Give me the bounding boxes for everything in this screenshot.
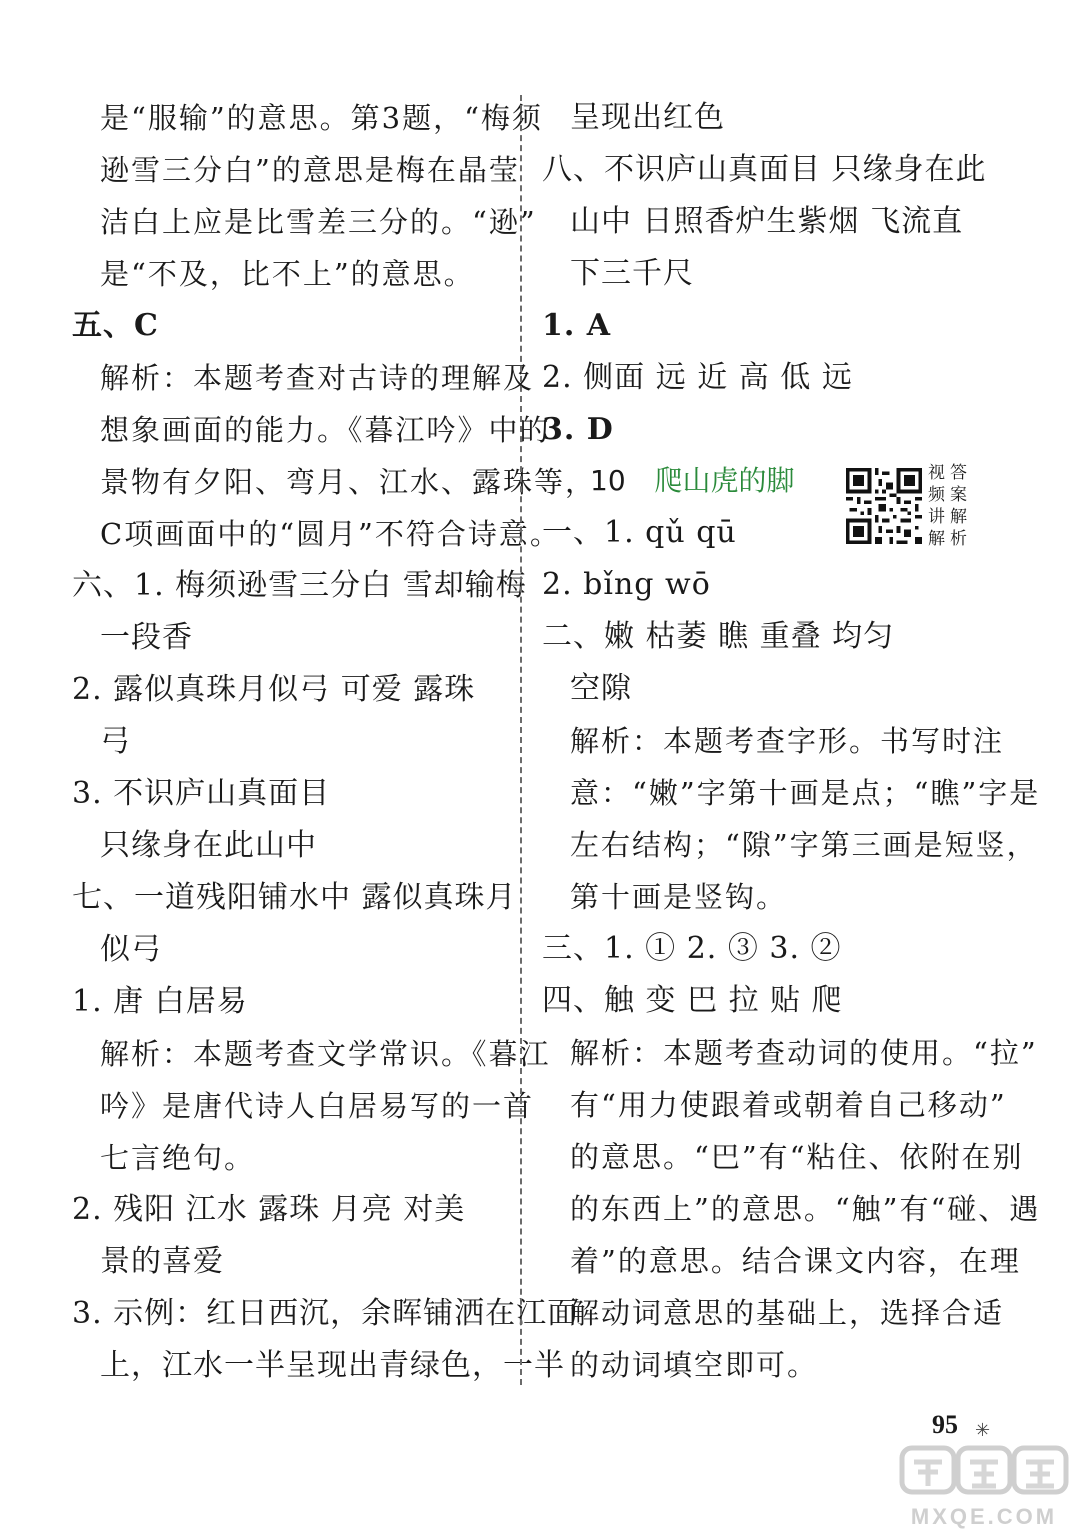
text-line: 是“服输”的意思。第3题，“梅须 xyxy=(100,101,543,135)
text-line: 3. D xyxy=(542,412,614,447)
text-line: 七、一道残阳铺水中 露似真珠月 xyxy=(72,880,517,915)
text-line: 2. bǐng wō xyxy=(542,567,711,602)
text-line: 三、1. ① 2. ③ 3. ② xyxy=(542,931,842,966)
qr-caption-row xyxy=(928,528,974,550)
qr-caption-char: 频 xyxy=(928,485,947,505)
text-line: 的东西上”的意思。“触”有“碰、遇 xyxy=(570,1192,1041,1226)
text-line: 解析：本题考查字形。书写时注 xyxy=(570,724,1005,758)
column-divider xyxy=(520,95,522,1385)
text-line: 2. 侧面 远 近 高 低 远 xyxy=(542,360,853,395)
page-number: 95 xyxy=(932,1410,958,1439)
text-line: 八、不识庐山真面目 只缘身在此 xyxy=(542,152,987,187)
qr-code-icon[interactable] xyxy=(846,468,922,544)
text-line: 是“不及，比不上”的意思。 xyxy=(100,257,475,291)
text-line: 2. 露似真珠月似弓 可爱 露珠 xyxy=(72,672,476,707)
text-line: 景物有夕阳、弯月、江水、露珠等， xyxy=(100,465,597,499)
text-line: 意：“嫩”字第十画是点；“瞧”字是 xyxy=(570,776,1041,810)
text-line: 七言绝句。 xyxy=(100,1141,256,1175)
text-line: C项画面中的“圆月”不符合诗意。 xyxy=(100,517,561,551)
text-line: 五、C xyxy=(72,308,159,343)
text-line: 解析：本题考查文学常识。《暮江 xyxy=(100,1037,551,1071)
text-line: 空隙 xyxy=(570,671,632,706)
text-line: 四、触 变 巴 拉 贴 爬 xyxy=(542,983,843,1018)
text-line: 解动词意思的基础上，选择合适 xyxy=(570,1296,1005,1330)
qr-caption-char: 解 xyxy=(950,507,969,527)
text-line: 的意思。“巴”有“粘住、依附在别 xyxy=(570,1140,1024,1174)
text-line: 2. 残阳 江水 露珠 月亮 对美 xyxy=(72,1192,466,1227)
text-line: 二、嫩 枯萎 瞧 重叠 均匀 xyxy=(542,619,895,654)
text-line: 洁白上应是比雪差三分的。“逊” xyxy=(100,205,537,239)
qr-caption-row xyxy=(928,462,974,484)
lesson-heading xyxy=(590,455,795,507)
text-line: 呈现出红色 xyxy=(570,100,725,135)
text-line: 六、1. 梅须逊雪三分白 雪却输梅 xyxy=(72,568,527,603)
text-line: 一段香 xyxy=(100,620,193,655)
qr-caption-char: 视 xyxy=(928,463,947,483)
lesson-number: 10 xyxy=(590,464,626,497)
text-line: 下三千尺 xyxy=(570,256,694,291)
watermark-text: MXQE.COM xyxy=(910,1504,1058,1529)
text-line: 似弓 xyxy=(100,932,162,967)
text-line: 的动词填空即可。 xyxy=(570,1348,819,1382)
text-line: 有“用力使跟着或朝着自己移动” xyxy=(570,1088,1007,1122)
text-line: 3. 示例：红日西沉，余晖铺洒在江面 xyxy=(72,1296,579,1331)
watermark-logo xyxy=(896,1440,1072,1532)
text-line: 景的喜爱 xyxy=(100,1244,224,1279)
text-line: 一、1. qǔ qū xyxy=(542,515,737,550)
lesson-title: 爬山虎的脚 xyxy=(654,464,795,497)
qr-caption-char: 析 xyxy=(950,529,969,549)
qr-caption-char: 答 xyxy=(950,463,969,483)
text-line: 解析：本题考查动词的使用。“拉” xyxy=(570,1036,1038,1070)
text-line: 解析：本题考查对古诗的理解及 xyxy=(100,361,535,395)
qr-caption-char: 解 xyxy=(928,529,947,549)
text-line: 3. 不识庐山真面目 xyxy=(72,776,331,811)
text-line: 只缘身在此山中 xyxy=(100,828,317,863)
text-line: 上，江水一半呈现出青绿色，一半 xyxy=(100,1348,565,1383)
text-line: 1. A xyxy=(542,308,612,343)
text-line: 弓 xyxy=(100,724,131,759)
qr-caption-row xyxy=(928,484,974,506)
star-icon: ✳ xyxy=(975,1420,991,1441)
text-line: 山中 日照香炉生紫烟 飞流直 xyxy=(570,204,964,239)
qr-caption-row xyxy=(928,506,974,528)
qr-caption-char: 讲 xyxy=(928,507,947,527)
qr-caption-char: 案 xyxy=(950,485,969,505)
text-line: 想象画面的能力。《暮江吟》中的 xyxy=(100,413,551,447)
text-line: 第十画是竖钩。 xyxy=(570,880,788,914)
text-line: 着”的意思。结合课文内容，在理 xyxy=(570,1244,1021,1278)
text-line: 吟》是唐代诗人白居易写的一首 xyxy=(100,1089,535,1123)
text-line: 逊雪三分白”的意思是梅在晶莹 xyxy=(100,153,520,187)
qr-caption xyxy=(928,462,974,552)
text-line: 1. 唐 白居易 xyxy=(72,984,248,1019)
text-line: 左右结构；“隙”字第三画是短竖， xyxy=(570,828,1038,862)
